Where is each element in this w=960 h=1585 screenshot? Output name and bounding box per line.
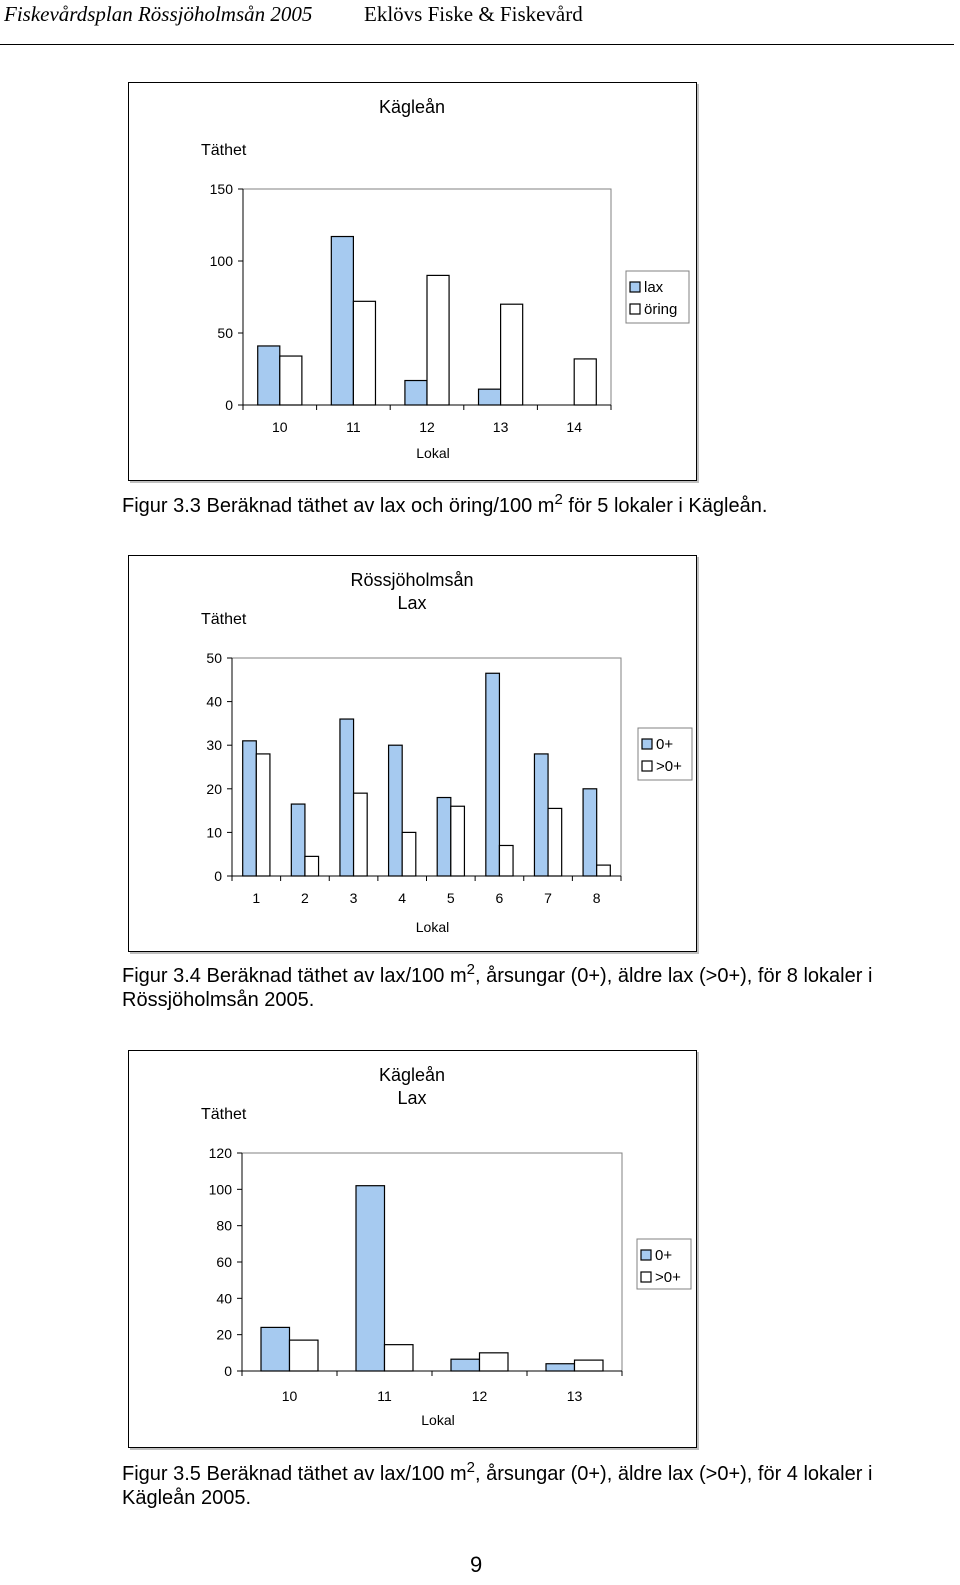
bar — [354, 793, 368, 876]
y-tick-label: 100 — [209, 253, 233, 269]
x-tick-label: 5 — [446, 890, 455, 906]
chart-kaglean-lax — [128, 1050, 697, 1448]
page-number: 9 — [470, 1552, 483, 1577]
legend-label: >0+ — [655, 1269, 681, 1286]
y-axis-label: Täthet — [201, 611, 247, 628]
x-axis-label: Lokal — [416, 445, 450, 461]
bar — [258, 346, 280, 405]
x-tick-label: 7 — [544, 890, 552, 906]
bar — [583, 789, 597, 876]
x-tick-label: 10 — [272, 419, 288, 435]
bar — [256, 754, 270, 876]
chart-title: Rössjöholmsån — [350, 570, 474, 590]
bar — [437, 798, 451, 876]
caption-text: , årsungar (0+), äldre lax (>0+), för 8 lokaler i Rössjöholmsån 2005. — [122, 965, 873, 1011]
x-tick-label: 2 — [301, 890, 309, 906]
bar — [479, 389, 501, 405]
figure-3-4-caption — [122, 961, 922, 1012]
x-tick-label: 4 — [398, 890, 407, 906]
bar — [499, 845, 513, 876]
y-tick-label: 0 — [224, 1363, 232, 1379]
legend-label: lax — [644, 279, 664, 296]
x-axis-label: Lokal — [421, 1412, 455, 1428]
y-tick-label: 40 — [216, 1290, 232, 1307]
bar — [280, 356, 302, 405]
legend-swatch — [642, 739, 652, 749]
y-tick-label: 40 — [206, 693, 222, 710]
plot-area — [242, 1153, 622, 1371]
figure-3-5-caption — [122, 1459, 922, 1510]
y-axis-label: Täthet — [201, 1106, 247, 1123]
legend-swatch — [641, 1272, 651, 1282]
chart-title: Lax — [397, 1088, 427, 1108]
bar — [575, 1360, 604, 1371]
bar — [480, 1353, 509, 1371]
bar — [340, 719, 354, 876]
chart-kaglean-lax-oring — [128, 82, 697, 481]
x-tick-label: 8 — [592, 890, 601, 906]
bar — [261, 1327, 290, 1371]
bar — [534, 754, 548, 876]
caption-text: för 5 lokaler i Kägleån. — [562, 495, 768, 517]
x-tick-label: 12 — [419, 419, 435, 435]
chart-3-svg — [129, 1051, 696, 1447]
bar — [574, 359, 596, 405]
bar — [356, 1186, 385, 1371]
page-header — [0, 0, 954, 45]
caption-text: Figur 3.5 Beräknad täthet av lax/100 m — [122, 1463, 467, 1485]
header-document-title: Fiskevårdsplan Rössjöholmsån 2005 — [4, 2, 313, 26]
bar — [451, 1359, 480, 1371]
y-tick-label: 20 — [216, 1326, 232, 1343]
x-tick-label: 10 — [281, 1388, 298, 1404]
x-tick-label: 14 — [566, 419, 582, 435]
bar — [305, 856, 319, 876]
bar — [243, 741, 257, 876]
legend-swatch — [630, 304, 640, 314]
bar — [427, 275, 449, 405]
x-tick-label: 1 — [252, 890, 261, 906]
bar — [291, 804, 305, 876]
x-tick-label: 13 — [566, 1388, 583, 1404]
y-tick-label: 60 — [216, 1254, 232, 1270]
y-tick-label: 50 — [217, 325, 233, 341]
x-tick-label: 3 — [349, 890, 358, 906]
y-tick-label: 80 — [216, 1217, 232, 1234]
y-tick-label: 120 — [208, 1145, 232, 1161]
y-tick-label: 50 — [206, 650, 222, 666]
legend-swatch — [641, 1250, 651, 1260]
y-tick-label: 20 — [206, 780, 222, 797]
y-tick-label: 0 — [225, 397, 233, 413]
bar — [402, 832, 416, 876]
legend-label: 0+ — [656, 736, 674, 753]
y-tick-label: 0 — [214, 868, 222, 884]
bar — [331, 237, 353, 405]
chart-rossjoholmsan-lax — [128, 555, 697, 952]
caption-superscript: 2 — [466, 961, 475, 978]
caption-text: , årsungar (0+), äldre lax (>0+), för 4 lokaler i Kägleån 2005. — [122, 1463, 873, 1509]
y-tick-label: 150 — [209, 181, 233, 197]
bar — [405, 381, 427, 405]
x-tick-label: 6 — [495, 890, 504, 906]
y-tick-label: 30 — [206, 737, 222, 754]
caption-superscript: 2 — [466, 1459, 475, 1476]
chart-title: Lax — [397, 593, 427, 613]
chart-title: Kägleån — [378, 97, 446, 117]
figure-3-3-caption — [122, 491, 922, 518]
caption-superscript: 2 — [554, 491, 563, 508]
bar — [546, 1364, 575, 1371]
x-tick-label: 13 — [492, 419, 509, 435]
chart-2-svg — [129, 556, 696, 951]
y-tick-label: 100 — [208, 1181, 232, 1198]
legend-swatch — [630, 282, 640, 292]
bar — [486, 673, 500, 876]
bar — [597, 865, 611, 876]
caption-text: Figur 3.3 Beräknad täthet av lax och öring/100 m — [122, 495, 555, 517]
chart-title: Kägleån — [378, 1065, 446, 1085]
x-tick-label: 11 — [346, 419, 361, 435]
plot-area — [232, 658, 621, 876]
bar — [385, 1345, 414, 1371]
legend-swatch — [642, 761, 652, 771]
x-tick-label: 12 — [471, 1388, 488, 1404]
bar — [389, 745, 403, 876]
bar — [353, 301, 375, 405]
x-tick-label: 11 — [377, 1388, 392, 1404]
bar — [548, 808, 562, 876]
x-axis-label: Lokal — [415, 919, 450, 935]
chart-1-svg — [129, 83, 696, 480]
bar — [451, 806, 465, 876]
y-axis-label: Täthet — [201, 142, 247, 159]
legend-label: öring — [644, 301, 678, 318]
caption-text: Figur 3.4 Beräknad täthet av lax/100 m — [122, 965, 467, 987]
legend-label: 0+ — [655, 1247, 673, 1264]
legend-label: >0+ — [656, 758, 682, 775]
bar — [501, 304, 523, 405]
bar — [290, 1340, 319, 1371]
header-author: Eklövs Fiske & Fiskevård — [364, 2, 583, 26]
y-tick-label: 10 — [206, 824, 222, 841]
